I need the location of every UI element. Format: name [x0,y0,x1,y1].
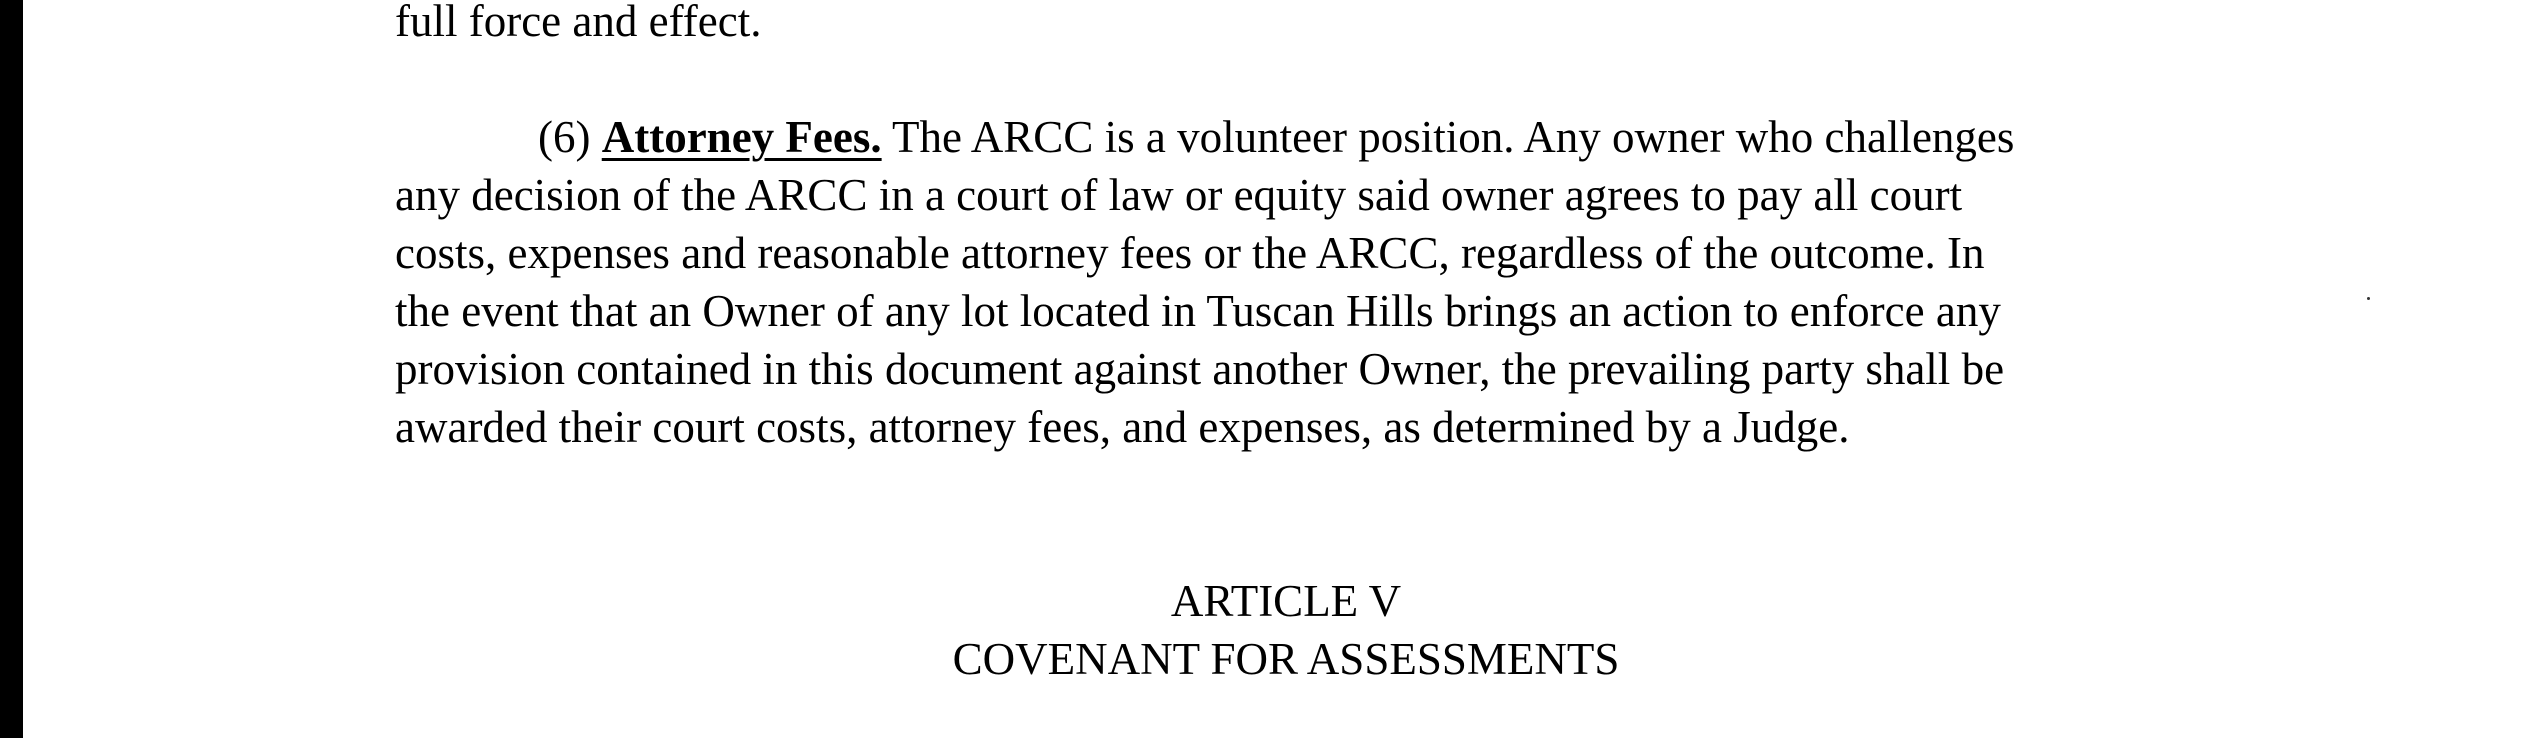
section-text-line-4: the event that an Owner of any lot located in Tuscan Hills brings an action to enforce any [395,286,2001,336]
section-6-first-line [538,108,2014,166]
section-text-line-3: costs, expenses and reasonable attorney fees or the ARCC, regardless of the outcome. In [395,228,1985,278]
section-title: Attorney Fees. [601,112,882,162]
section-text-line-6: awarded their court costs, attorney fees, and expenses, as determined by a Judge. [395,402,1850,452]
article-title: COVENANT FOR ASSESSMENTS [952,634,1620,684]
scan-speck [2367,297,2370,300]
section-text-line-5: provision contained in this document against another Owner, the prevailing party shall be [395,344,2005,394]
section-number: (6) [538,112,591,162]
article-number: ARTICLE V [1170,576,1402,626]
section-text-line-2: any decision of the ARCC in a court of law or equity said owner agrees to pay all court [395,170,1963,220]
section-text-line-1: The ARCC is a volunteer position. Any owner who challenges [881,112,2015,162]
prev-paragraph-tail: full force and effect. [395,0,762,46]
